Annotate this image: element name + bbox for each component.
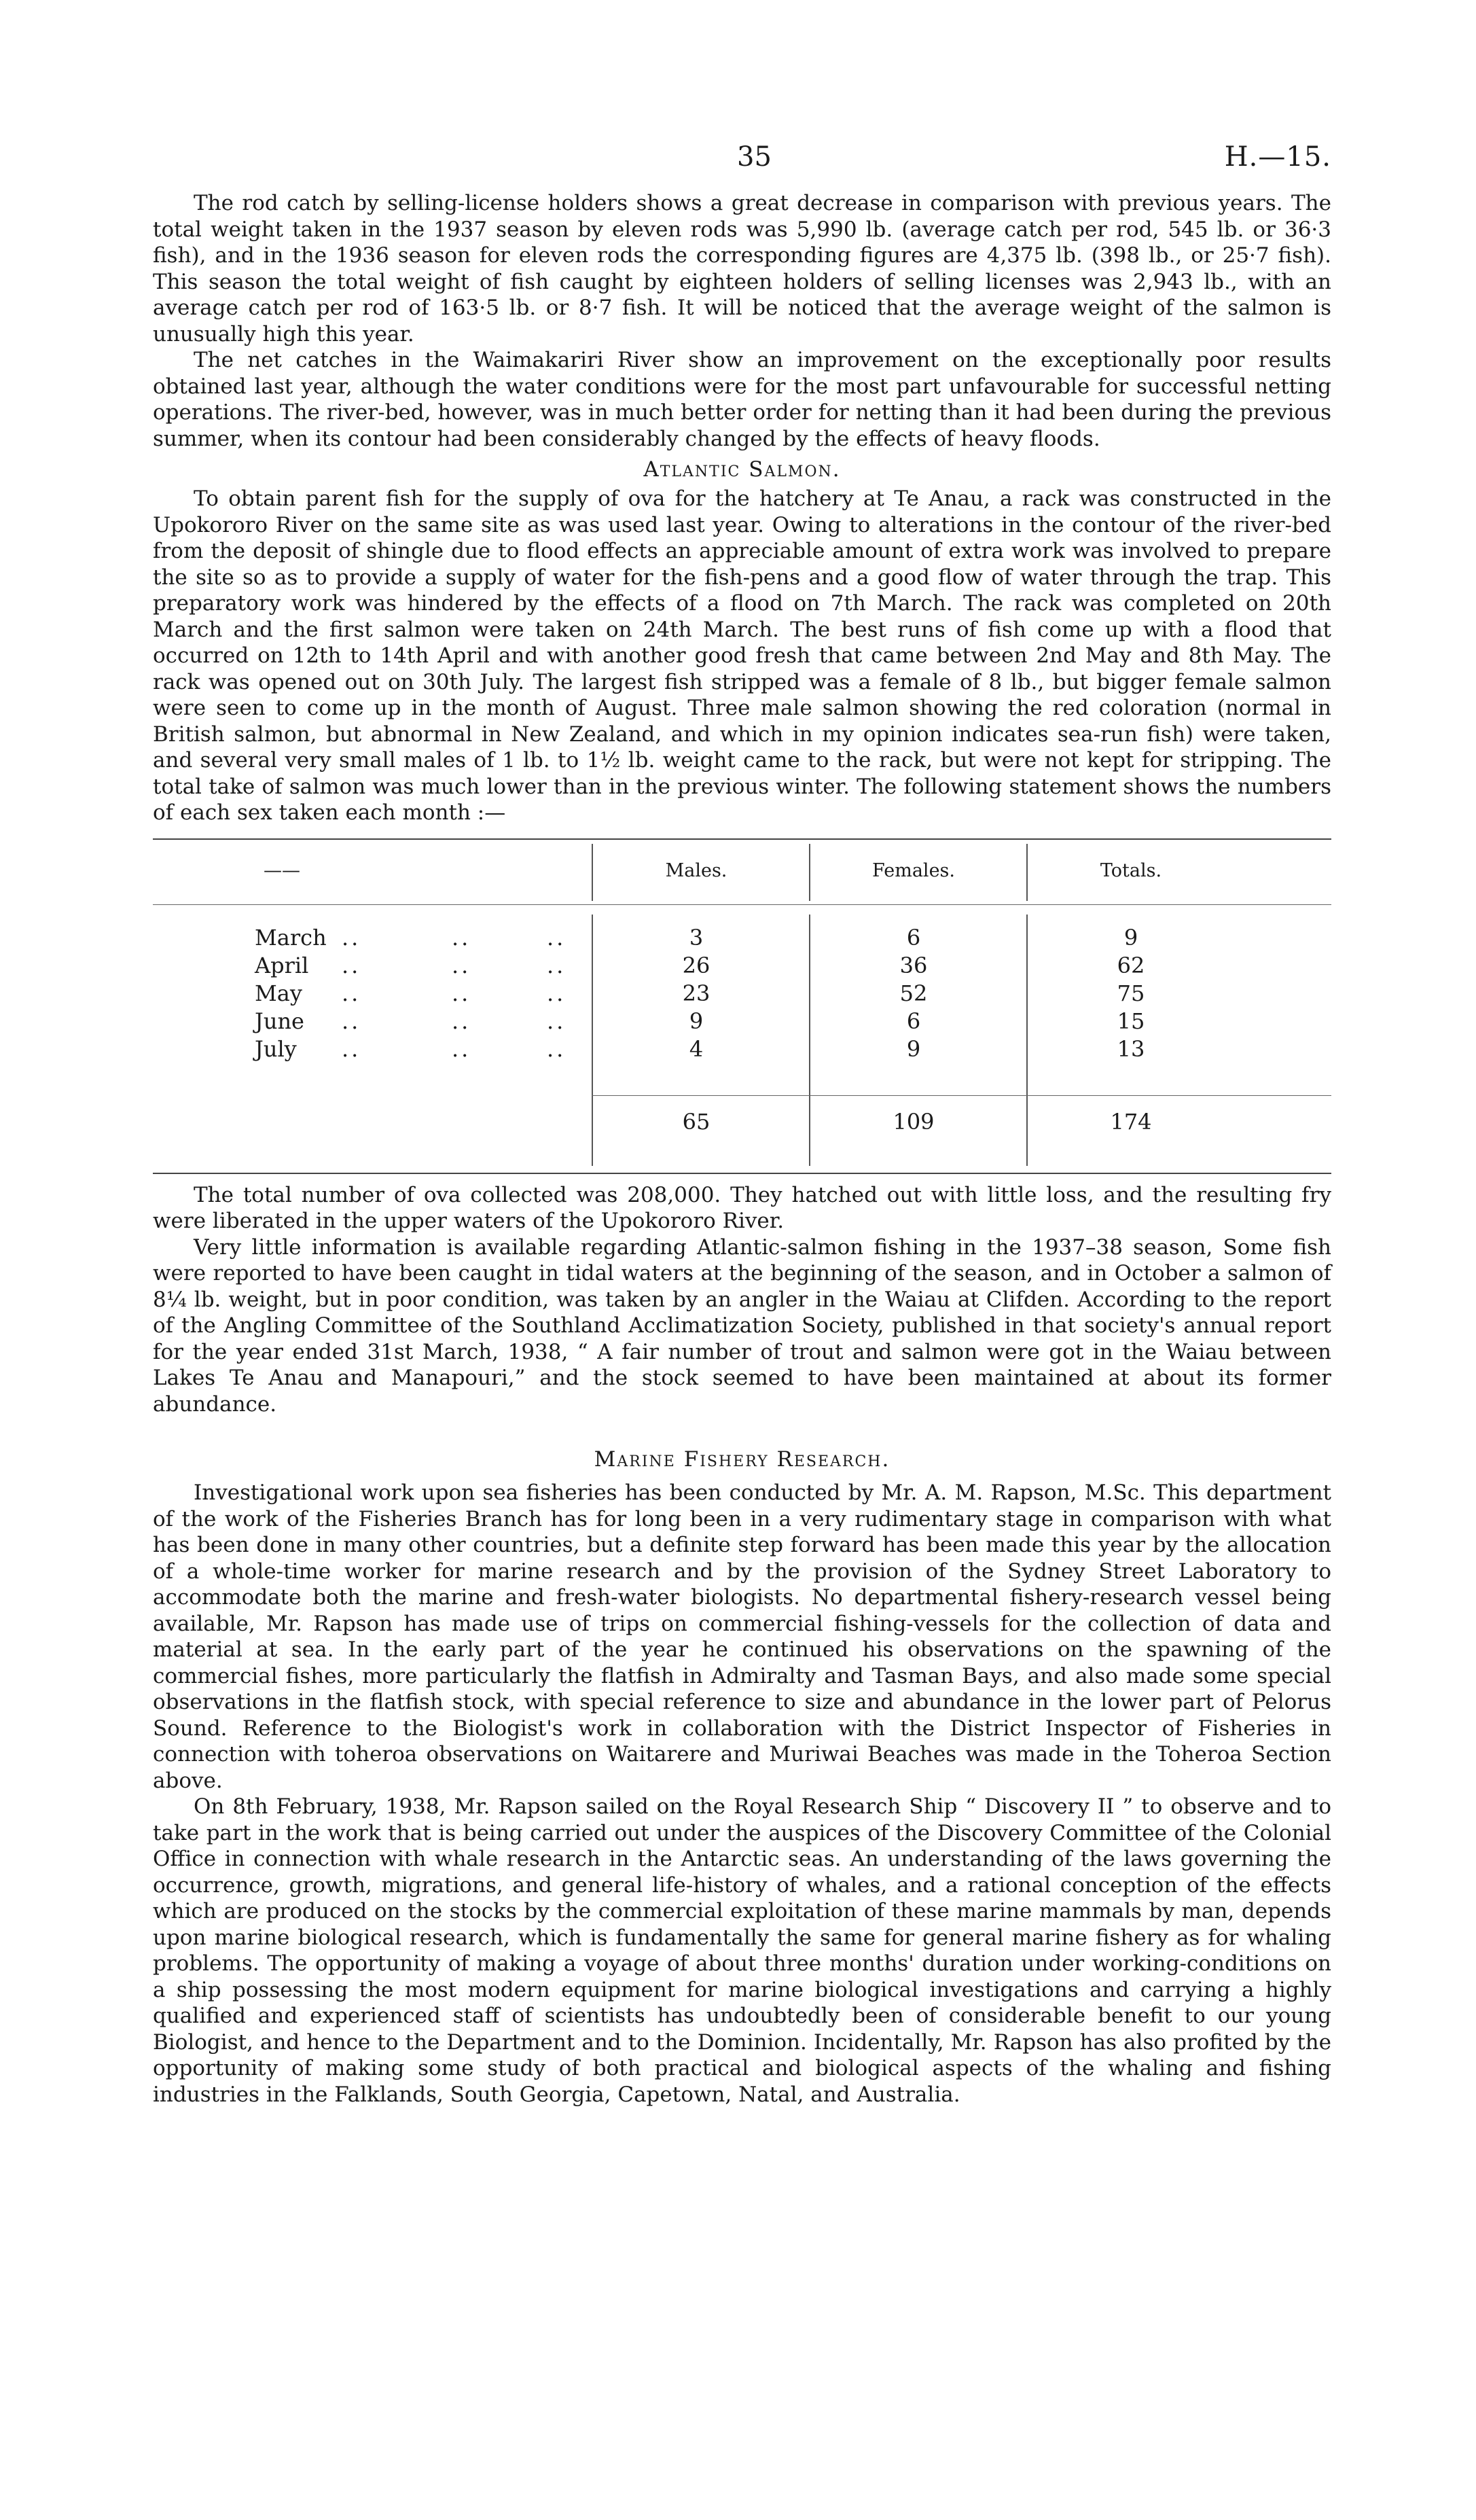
heading-atlantic-salmon: Atlantic Salmon.	[643, 457, 841, 482]
cell-totals: 15	[1117, 1008, 1145, 1034]
salmon-sex-table	[153, 838, 1331, 1174]
cell-males: 3	[689, 924, 704, 951]
leader-dots: ..	[452, 924, 471, 951]
table-divider	[592, 844, 593, 901]
paragraph-fishing-text-a: Very little information is available regarding Atlantic-salmon fishing in the 1937–38 season, Some fish were reported to have been caught in tidal waters at the beginning of the season, and in October a salmon of	[153, 1235, 1331, 1285]
cell-males: 4	[689, 1035, 704, 1062]
total-totals: 174	[1110, 1108, 1152, 1135]
cell-females: 36	[899, 952, 928, 978]
table-header-males: Males.	[665, 859, 727, 881]
cell-males: 26	[682, 952, 710, 978]
paragraph-parent-fish	[153, 486, 1331, 826]
paragraph-ova: The total number of ova collected was 208,000. They hatched out with little loss, and the resulting fry were liberated in the upper waters of the Upokororo River.	[153, 1182, 1331, 1233]
cell-females: 6	[906, 1008, 921, 1034]
cell-males: 9	[689, 1008, 704, 1034]
cell-totals: 9	[1123, 924, 1138, 951]
cell-males: 23	[682, 980, 710, 1006]
row-month: May	[255, 980, 302, 1006]
table-divider	[1026, 844, 1028, 901]
leader-dots: ..	[452, 1035, 471, 1062]
leader-dots: ..	[342, 1035, 361, 1062]
leader-dots: ..	[342, 924, 361, 951]
table-row-june	[153, 1008, 1331, 1036]
cell-totals: 62	[1117, 952, 1145, 978]
fraction-eight-and-quarter: 8¼	[153, 1287, 187, 1312]
paragraph-rod-catch: The rod catch by selling-license holders shows a great decrease in comparison with previous years. The total weight taken in the 1937 season by eleven rods was 5,990 lb. (average catch per rod, 545 lb. or 36·3 fish), and in the 1936 season for eleven rods the corresponding figures are 4,375 lb. (398 lb., or 25·7 fish). This season the total weight of fish caught by eighteen holders of selling licenses was 2,943 lb., with an average catch per rod of 163·5 lb. or 8·7 fish. It will be noticed that the average weight of the salmon is unusually high this year.	[153, 191, 1331, 347]
row-month: March	[255, 924, 327, 951]
total-females: 109	[893, 1108, 935, 1135]
leader-dots: ..	[342, 952, 361, 978]
row-month: June	[255, 1008, 304, 1034]
page-number: 35	[737, 141, 772, 173]
leader-dots: ..	[342, 980, 361, 1006]
leader-dots: ..	[547, 980, 566, 1006]
heading-marine-fishery-research: Marine Fishery Research.	[594, 1447, 890, 1472]
row-month: April	[255, 952, 309, 978]
cell-totals: 75	[1117, 980, 1145, 1006]
leader-dots: ..	[547, 1008, 566, 1034]
cell-totals: 13	[1117, 1035, 1145, 1062]
table-row-totals	[153, 1109, 1331, 1137]
cell-females: 9	[906, 1035, 921, 1062]
paragraph-fishing-text-b: lb. weight, but in poor condition, was taken by an angler in the Waiau at Clifden. According to the report of the Angling Committee of the Southland Acclimatization Society, published in that society's annual report for the year ended 31st March, 1938, “ A fair number of trout and salmon were got in the Waiau between Lakes Te Anau and Manapouri,” and the stock seemed to have been maintained at about its former abundance.	[153, 1287, 1331, 1417]
table-row-april	[153, 953, 1331, 980]
fraction-one-and-half: 1½	[586, 748, 621, 773]
table-divider	[809, 844, 810, 901]
page-header	[153, 129, 1331, 190]
leader-dots: ..	[547, 1035, 566, 1062]
paragraph-net-catches: The net catches in the Waimakariri River show an improvement on the exceptionally poor results obtained last year, although the water conditions were for the most part unfavourable for successful netting operations. The river-bed, however, was in much better order for netting than it had been during the previous summer, when its contour had been considerably changed by the effects of heavy floods.	[153, 348, 1331, 451]
leader-dots: ..	[547, 924, 566, 951]
total-males: 65	[682, 1108, 710, 1135]
paragraph-parent-fish-text: To obtain parent fish for the supply of ova for the hatchery at Te Anau, a rack was constructed in the Upokororo River on the same site as was used last year. Owing to alterations in the contour of the river-bed from the deposit of shingle due to flood effects an appreciable amount of extra work was involved to prepare the site so as to provide a supply of water for the fish-pens and a good flow of water through the trap. This preparatory work was hindered by the effects of a flood on 7th March. The rack was completed on 20th March and the first salmon were taken on 24th March. The best runs of fish come up with a flood that occurred on 12th to 14th April and with another good fresh that came between 2nd May and 8th May. The rack was opened out on 30th July. The largest fish stripped was a female of 8 lb., but bigger female salmon were seen to come up in the month of August. Three male salmon showing the red coloration (normal in British salmon, but abnormal in New Zealand, and which in my opinion indicates sea-run fish) were taken, and several very small males of 1 lb. to	[153, 486, 1331, 773]
table-header-females: Females.	[872, 859, 955, 881]
row-month: July	[255, 1035, 297, 1062]
table-row-march	[153, 925, 1331, 953]
paragraph-fishing	[153, 1235, 1331, 1418]
leader-dots: ..	[342, 1008, 361, 1034]
table-header-totals: Totals.	[1100, 859, 1162, 881]
table-header-row	[153, 840, 1331, 905]
paragraph-investigational-work: Investigational work upon sea fisheries has been conducted by Mr. A. M. Rapson, M.Sc. This department of the work of the Fisheries Branch has for long been in a very rudimentary stage in comparison with what has been done in many other countries, but a definite step forward has been made this year by the allocation of a whole-time worker for marine research and by the provision of the Sydney Street Laboratory to accommodate both the marine and fresh-water biologists. No departmental fishery-research vessel being available, Mr. Rapson has made use of trips on commercial fishing-vessels for the collection of data and material at sea. In the early part of the year he continued his observations on the spawning of the commercial fishes, more particularly the flatfish in Admiralty and Tasman Bays, and also made some special observations in the flatfish stock, with special reference to size and abundance in the lower part of Pelorus Sound. Reference to the Biologist's work in collaboration with the District Inspector of Fisheries in connection with toheroa observations on Waitarere and Muriwai Beaches was made in the Toheroa Section above.	[153, 1480, 1331, 1793]
leader-dots: ..	[452, 980, 471, 1006]
leader-dots: ..	[547, 952, 566, 978]
table-header-blank: ——	[264, 859, 300, 881]
paragraph-parent-fish-tail: lb. weight came to the rack, but were not kept for stripping. The total take of salmon was much lower than in the previous winter. The following statement shows the numbers of each sex taken each month :—	[153, 748, 1331, 825]
document-code: H.—15.	[1224, 141, 1331, 173]
table-row-july	[153, 1036, 1331, 1064]
cell-females: 6	[906, 924, 921, 951]
table-row-may	[153, 980, 1331, 1008]
paragraph-discovery-voyage: On 8th February, 1938, Mr. Rapson sailed on the Royal Research Ship “ Discovery II ” to observe and to take part in the work that is being carried out under the auspices of the Discovery Committee of the Colonial Office in connection with whale research in the Antarctic seas. An understanding of the laws governing the occurrence, growth, migrations, and general life-history of whales, and a rational conception of the effects which are produced on the stocks by the commercial exploitation of these marine mammals by man, depends upon marine biological research, which is fundamentally the same for general marine fishery as for whaling problems. The opportunity of making a voyage of about three months' duration under working-conditions on a ship possessing the most modern equipment for marine biological investigations and carrying a highly qualified and experienced staff of scientists has undoubtedly been of considerable benefit to our young Biologist, and hence to the Department and to the Dominion. Incidentally, Mr. Rapson has also profited by the opportunity of making some study of both practical and biological aspects of the whaling and fishing industries in the Falklands, South Georgia, Capetown, Natal, and Australia.	[153, 1794, 1331, 2107]
leader-dots: ..	[452, 952, 471, 978]
document-page	[153, 129, 1331, 2108]
leader-dots: ..	[452, 1008, 471, 1034]
cell-females: 52	[899, 980, 928, 1006]
